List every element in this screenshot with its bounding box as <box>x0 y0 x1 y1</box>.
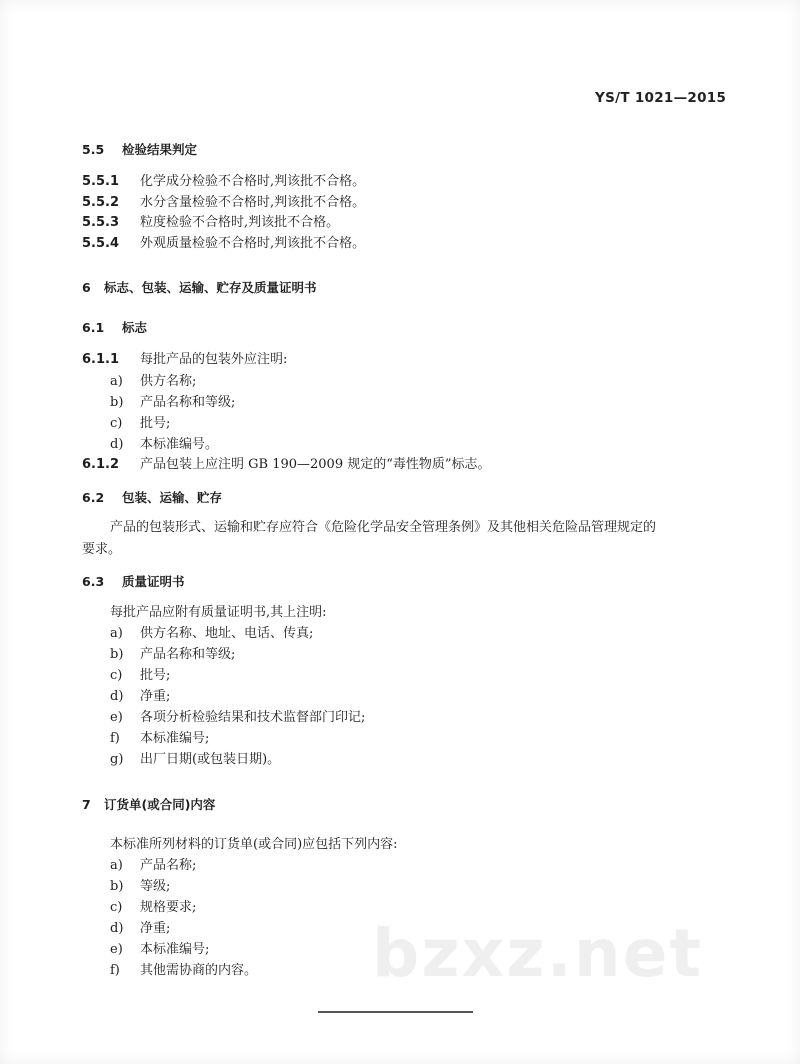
list-item: c) 批号; <box>110 668 171 683</box>
list-item: f) 本标准编号; <box>110 731 210 746</box>
paragraph-7-intro: 本标准所列材料的订货单(或合同)应包括下列内容: <box>110 837 398 852</box>
section-6-2-heading: 6.2 包装、运输、贮存 <box>82 490 223 505</box>
section-5-5-heading <box>82 140 197 160</box>
clause-6-1-2: 6.1.2 产品包装上应注明 GB 190—2009 规定的“毒性物质”标志。 <box>82 457 491 472</box>
section-6-3-heading: 6.3 质量证明书 <box>82 574 185 589</box>
list-item: d) 净重; <box>110 921 171 936</box>
list-item: b) 等级; <box>110 879 171 894</box>
end-of-document-rule <box>318 1011 473 1013</box>
section-number: 5.5 <box>82 142 105 157</box>
paragraph-6-3-intro: 每批产品应附有质量证明书,其上注明: <box>110 605 327 620</box>
list-item: f) 其他需协商的内容。 <box>110 963 258 978</box>
section-7-heading: 7 订货单(或合同)内容 <box>82 797 216 812</box>
list-item: e) 各项分析检验结果和技术监督部门印记; <box>110 710 366 725</box>
list-item: e) 本标准编号; <box>110 942 210 957</box>
paragraph-6-2-line2: 要求。 <box>82 542 122 557</box>
list-item: b) 产品名称和等级; <box>110 647 236 662</box>
list-item: c) 规格要求; <box>110 900 197 915</box>
list-item: a) 供方名称、地址、电话、传真; <box>110 626 314 641</box>
list-item: a) 产品名称; <box>110 858 197 873</box>
clause-5-5-1: 5.5.1 化学成分检验不合格时,判该批不合格。 <box>82 174 366 189</box>
section-title: 检验结果判定 <box>122 142 198 157</box>
list-item: a) 供方名称; <box>110 374 197 389</box>
watermark: bzxz.net <box>372 915 704 992</box>
list-item: g) 出厂日期(或包装日期)。 <box>110 752 281 767</box>
clause-5-5-3: 5.5.3 粒度检验不合格时,判该批不合格。 <box>82 215 340 230</box>
clause-5-5-2: 5.5.2 水分含量检验不合格时,判该批不合格。 <box>82 195 366 210</box>
paragraph-6-2-line1: 产品的包装形式、运输和贮存应符合《危险化学品安全管理条例》及其他相关危险品管理规定的 <box>110 520 657 535</box>
list-item: d) 本标准编号。 <box>110 437 219 452</box>
section-6-heading: 6 标志、包装、运输、贮存及质量证明书 <box>82 280 317 295</box>
list-item: c) 批号; <box>110 416 171 431</box>
clause-6-1-1: 6.1.1 每批产品的包装外应注明: <box>82 352 288 367</box>
list-item: d) 净重; <box>110 689 171 704</box>
section-6-1-heading: 6.1 标志 <box>82 320 148 335</box>
list-item: b) 产品名称和等级; <box>110 395 236 410</box>
clause-5-5-4: 5.5.4 外观质量检验不合格时,判该批不合格。 <box>82 236 366 251</box>
standard-code: YS/T 1021—2015 <box>595 90 727 106</box>
